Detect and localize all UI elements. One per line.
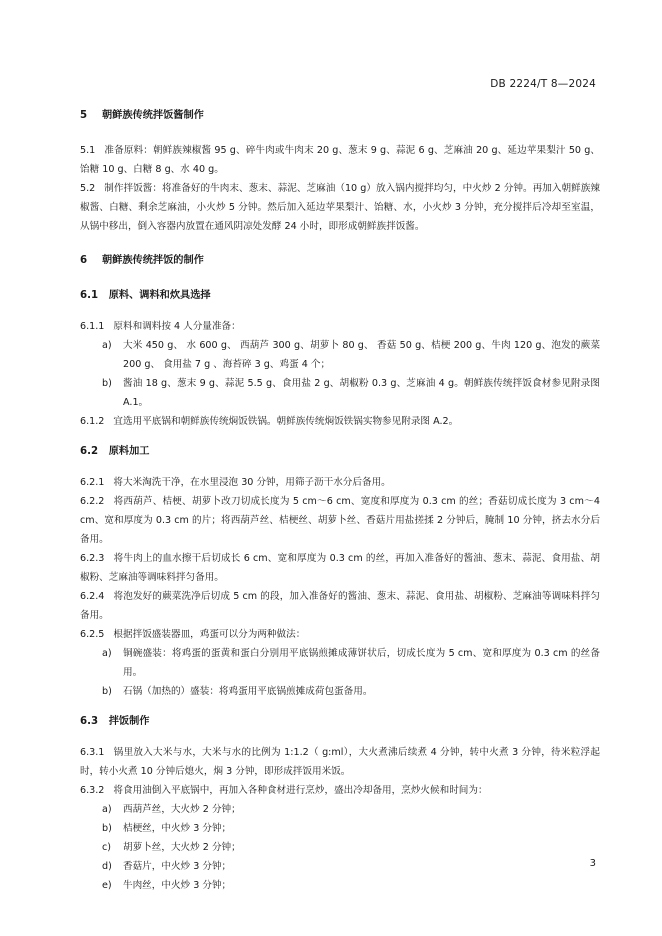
clause-text: 将泡发好的蕨菜洗净后切成 5 cm 的段，加入准备好的酱油、葱末、蒜泥、食用盐、胡椒粉、芝麻油等调味料拌匀备用。 (80, 591, 600, 621)
list-text: 铜碗盛装：将鸡蛋的蛋黄和蛋白分别用平底锅煎摊成薄饼状后，切成长度为 5 cm、宽和厚度为 0.3 cm 的丝备用。 (123, 648, 600, 678)
clause-number: 6.1.2 (80, 416, 105, 427)
list-item (80, 857, 600, 876)
list-item (80, 682, 600, 701)
section-heading-5 (80, 106, 600, 126)
clause-6-2-4 (80, 587, 600, 625)
list-text: 大米 450 g、 水 600 g、 西葫芦 300 g、胡萝卜 80 g、 香菇 50 g、桔梗 200 g、牛肉 120 g、泡发的蕨菜 200 g、 食用盐 7 g 、海苔碎 3 g、鸡蛋 4 个； (123, 340, 600, 370)
clause-number: 6.2.4 (80, 591, 105, 602)
list-marker: a) (102, 648, 112, 659)
list-text: 酱油 18 g、葱末 9 g、蒜泥 5.5 g、食用盐 2 g、胡椒粉 0.3 g、芝麻油 4 g。朝鲜族传统拌饭食材参见附录图 A.1。 (123, 378, 600, 408)
clause-6-3-2 (80, 781, 600, 800)
standard-code: DB 2224/T 8—2024 (490, 78, 596, 90)
clause-number: 6.3.2 (80, 785, 105, 796)
subsection-heading-6-1 (80, 286, 600, 306)
list-marker: b) (102, 686, 112, 697)
clause-6-2-3 (80, 549, 600, 587)
list-marker: b) (102, 823, 112, 834)
list-text: 牛肉丝，中火炒 3 分钟； (123, 880, 232, 891)
clause-text: 根据拌饭盛装器皿，鸡蛋可以分为两种做法： (113, 629, 306, 640)
clause-text: 将大米淘洗干净，在水里浸泡 30 分钟，用筛子沥干水分后备用。 (113, 477, 391, 488)
list-item (80, 644, 600, 682)
clause-number: 6.2.2 (80, 496, 105, 507)
section-number: 5 (80, 110, 88, 121)
subsection-number: 6.3 (80, 716, 99, 727)
section-title: 朝鲜族传统拌饭酱制作 (102, 110, 204, 121)
subsection-number: 6.2 (80, 446, 99, 457)
clause-6-1-1 (80, 317, 600, 336)
clause-5-2 (80, 179, 600, 236)
clause-number: 6.2.5 (80, 629, 105, 640)
clause-number: 5.2 (80, 183, 96, 194)
document-body (80, 106, 600, 895)
list-marker: d) (102, 861, 112, 872)
list-item (80, 336, 600, 374)
clause-6-2-5 (80, 625, 600, 644)
subsection-title: 拌饭制作 (108, 716, 150, 727)
list-item (80, 876, 600, 895)
clause-text: 将西葫芦、桔梗、胡萝卜改刀切成长度为 5 cm～6 cm、宽度和厚度为 0.3 cm 的丝；香菇切成长度为 3 cm～4 cm、宽和厚度为 0.3 cm 的片；将西葫芦丝、桔梗丝、胡萝卜丝、香菇片用盐搓揉 2 分钟后，腌制 10 分钟，挤去水分后备用。 (80, 496, 600, 545)
clause-6-3-1 (80, 743, 600, 781)
clause-text: 原料和调料按 4 人分量准备： (113, 321, 241, 332)
subsection-heading-6-3 (80, 712, 600, 732)
clause-number: 5.1 (80, 145, 96, 156)
list-item (80, 374, 600, 412)
clause-text: 制作拌饭酱：将准备好的牛肉末、葱末、蒜泥、芝麻油（10 g）放入锅内搅拌均匀，中火炒 2 分钟。再加入朝鲜族辣椒酱、白糖、剩余芝麻油，小火炒 5 分钟。然后加入延边苹果梨汁、饴糖、水，小火炒 3 分钟，充分搅拌后冷却至室温，从锅中移出，倒入容器内放置在通风阴凉处发酵 24 小时，即形成朝鲜族拌饭酱。 (80, 183, 600, 232)
subsection-title: 原料加工 (108, 446, 150, 457)
subsection-heading-6-2 (80, 442, 600, 462)
clause-text: 将牛肉上的血水擦干后切成长 6 cm、宽和厚度为 0.3 cm 的丝，再加入准备好的酱油、葱末、蒜泥、食用盐、胡椒粉、芝麻油等调味料拌匀备用。 (80, 553, 600, 583)
clause-text: 将食用油倒入平底锅中，再加入各种食材进行烹炒，盛出冷却备用，烹炒火候和时间为： (113, 785, 488, 796)
section-number: 6 (80, 255, 88, 266)
list-marker: c) (102, 842, 112, 853)
list-marker: e) (102, 880, 112, 891)
section-title: 朝鲜族传统拌饭的制作 (102, 255, 204, 266)
list-text: 石锅（加热的）盛装：将鸡蛋用平底锅煎摊成荷包蛋备用。 (123, 686, 373, 697)
subsection-number: 6.1 (80, 290, 99, 301)
list-item (80, 838, 600, 857)
clause-6-2-2 (80, 492, 600, 549)
section-heading-6 (80, 251, 600, 271)
clause-text: 准备原料：朝鲜族辣椒酱 95 g、碎牛肉或牛肉末 20 g、葱末 9 g、蒜泥 6 g、芝麻油 20 g、延边苹果梨汁 50 g、饴糖 10 g、白糖 8 g、水 40 g。 (80, 145, 600, 175)
list-text: 香菇片，中火炒 3 分钟； (123, 861, 232, 872)
subsection-title: 原料、调料和炊具选择 (108, 290, 211, 301)
list-marker: a) (102, 340, 112, 351)
clause-6-1-2 (80, 412, 600, 431)
list-text: 西葫芦丝，大火炒 2 分钟； (123, 804, 241, 815)
clause-text: 锅里放入大米与水，大米与水的比例为 1:1.2（ g:ml），大火煮沸后续煮 4 分钟，转中火煮 3 分钟，待米粒浮起时，转小火煮 10 分钟后熄火，焖 3 分钟，即形成拌饭用米饭。 (80, 747, 600, 777)
clause-5-1 (80, 141, 600, 179)
clause-number: 6.3.1 (80, 747, 105, 758)
clause-6-2-1 (80, 473, 600, 492)
list-item (80, 819, 600, 838)
clause-number: 6.1.1 (80, 321, 105, 332)
list-marker: a) (102, 804, 112, 815)
list-marker: b) (102, 378, 112, 389)
page-number: 3 (589, 858, 596, 869)
clause-text: 宜选用平底锅和朝鲜族传统焖饭铁锅。朝鲜族传统焖饭铁锅实物参见附录图 A.2。 (113, 416, 459, 427)
clause-number: 6.2.3 (80, 553, 105, 564)
clause-number: 6.2.1 (80, 477, 105, 488)
list-text: 胡萝卜丝，大火炒 2 分钟； (123, 842, 241, 853)
list-text: 桔梗丝，中火炒 3 分钟； (123, 823, 232, 834)
list-item (80, 800, 600, 819)
